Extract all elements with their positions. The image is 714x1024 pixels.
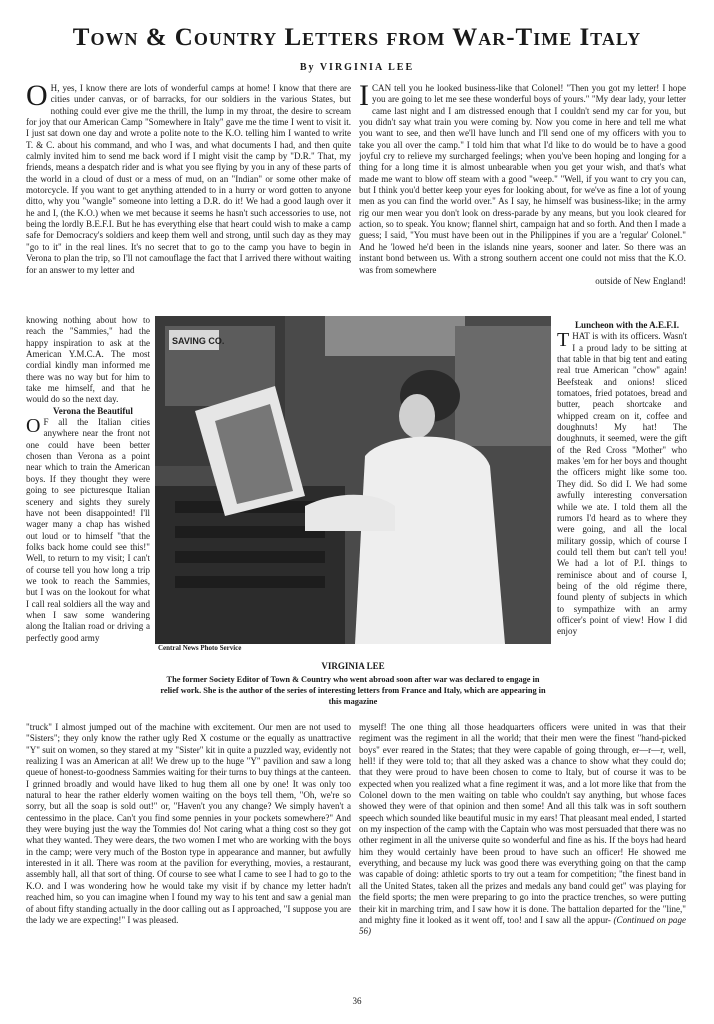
box-label: SAVING CO. — [172, 336, 225, 346]
photo-credit: Central News Photo Service — [158, 644, 242, 652]
column-bottom-left — [26, 722, 351, 990]
column-right-narrow — [557, 320, 687, 722]
column-top-right — [359, 83, 686, 315]
column-top-left — [26, 83, 351, 315]
continued-note: (Continued on page 56) — [359, 914, 686, 937]
page-number: 36 — [352, 996, 362, 1006]
byline: By VIRGINIA LEE — [299, 62, 415, 73]
photo-illustration — [155, 316, 551, 644]
paragraph-end: outside of New England! — [595, 275, 686, 286]
section-heading-verona: Verona the Beautiful — [53, 405, 133, 416]
column-left-narrow — [26, 315, 150, 721]
drop-cap: O — [26, 415, 41, 438]
photo-caption: The former Society Editor of Town & Country who went abroad soon after war was declared to engage in relief work. She is the author of the series of interesting letters from France and Italy, which are appearing in this magazine — [160, 675, 546, 706]
drop-cap: T — [557, 329, 570, 352]
paragraph-colonel: ICAN tell you he looked business-like that Colonel! "Then you got my letter! I hope you are going to let me see these wonderful boys of yours." "My dear lady, your letter came last night and I am distressed enough that I couldn't send my car for you, but you didn't say what train you were coming by. Now you come in here and tell me what you want to see, and then we'll have lunch and I'll send one of my officers with you to take you all over the camp." I told him that what I'd like to do would be to have a good joyful cry to relieve my surcharged feelings; when you've been hoping and longing for a thing for a long time it is almost unbearable when you get your wish, and that's what made me want to blow off steam with a good "weep." "Well, if you want to cry you can, but I think you'd better keep your eyes for looking about, for we've as fine a lot of young men as you can find the world over." As I say, he himself was business-like; in the army rig our men wear you don't look on dress-parade by any means, but you look cleared for action, so to speak. You know; flannel shirt, campaign hat and so forth. And then I made a guess; I said, "You must have been out in the Philippines if you are a 'regular' Colonel." And he 'lowed he'd been in the islands nine years, sooner and later. So there was an instant bond between us. With a strong southern accent one could not miss that the K.O. was from somewhere — [359, 83, 686, 275]
caption-title: VIRGINIA LEE — [321, 661, 385, 671]
paragraph-luncheon: THAT is with its officers. Wasn't I a proud lady to be sitting at that table in that big tent and eating real true American "chow" again! Beefsteak and onions! sliced tomatoes, fried potatoes, bread and butter, peach shortcake and whipped cream on it, coffee and doughnuts! My hat! The doughnuts, it seemed, were the gift of the Red Cross "Mother" who makes 'em for her boys and thought the officers might like some too. They did. So did I. We had some awfully interesting conversation while we ate. I told them all the rumors I'd heard as to where they were going, and all the local military gossip, which of course I could tell them but can't tell you! We had a lot of P.I. things to reminisce about and of course I, being of the old régime there, found plenty of subjects in which to sympathize with an army officer's point of view! How I did enjoy — [557, 329, 687, 637]
paragraph-truck: "truck" I almost jumped out of the machine with excitement. Our men are not used to "Sisters"; they only know the rather ugly Red X costume or the equally as unattractive "Y" suit on women, so they stared at my "Sister" kit in quite a puzzled way, evidently not realizing I was an American at all! We drew up to the huge "Y" pavilion and saw a long queue of honest-to-goodness Sammies waiting for their turns to buy things at the canteen. I grinned broadly and would have liked to hug them all one by one! It was only too natural to hear the rather elderly women waiting on the boys tell them, "Oh, we're so sorry, but all the soap is sold out!" or, "Haven't you any change? We simply haven't a centessimo in the place. Can't you find some pennies in your pockets somewhere?" And they were buying just the way the Tommies do! Not caring what a thing cost so they got what they wanted. They were dears, the two women I met who are working with the boys in the camp; were very much of the Boston type in appearance and manner, but awfully interested in it all. There was room at the pavilion for everything, movies, a restaurant, assembly hall, all that sort of thing. Of course to see what I came to see I had to go to the K.O. and I was wondering how he would take my visit if by chance my letter hadn't reached him, so you can imagine when I found my way to his tent and saw a genial man of about fifty standing actually in the door calling out as I approached, "I suppose you are the lady we are expecting!" I was pleased. — [26, 722, 351, 925]
article-title: Town & Country Letters from War-Time Italy — [72, 24, 642, 51]
paragraph-verona: O F all the Italian cities anywhere near the front not one could have been better chosen than Verona as a point near which to train the American boys. If they thought they were going to see picturesque Italian scenery and sights they surely have not been disappointed! I'll wager many a chap has wished out loud or to himself "that the folks back home could see this!" Well, to return to my visit; I can't of course tell you how long a trip we took to reach the Sammies, but I was on the lookout for what I call real soldiers all the way and when I saw some wandering along the Italian road or driving a perfectly good army — [26, 415, 150, 643]
drop-cap: I — [359, 83, 369, 112]
paragraph-ymca: knowing nothing about how to reach the "Sammies," had the happy inspiration to ask at the American Y.M.C.A. The most cordial kindly man informed me there was no way but for him to take me himself, and that he would do so the next day. — [26, 315, 150, 405]
section-heading-luncheon: Luncheon with the A.E.F.I. — [575, 320, 679, 330]
paragraph-headquarters: myself! The one thing all those headquarters officers were united in was that their regiment was the regiment in all the world; that their men were the finest "hand-picked boys" ever reared in the States; that they were capable of going through, er—r—r, well, hell! if they were told to; that all they asked was a chance to show what they could do; that they were proud to have been chosen to come to Italy, but of course it was to be expected when you realized what a fine regiment it was, and a lot more like that from the Colonel down to the men waiting on table who couldn't say anything, but whose faces showed they were of that opinion and then some! And all this talk was in soft southern speech which sounded like beautiful music in my ears! That pleasant meal ended, I started on my inspection of the camp with the Captain who was most persuaded that there was no other regiment in all the universe quite so wonderful and fine as his. If the boys had heard him they would certainly have been proud to have such an officer! He showed me everything, and because my luck was good there was everything going on that the camp was capable of doing: athletic sports to try out a team for competition; "the finest band in all the United States, taken all the prizes and medals any band could get" was playing for the field sports; the men were preparing to go into the practice trenches, so were putting their kit in marching trim, and I saw how it is done. The battalion departed for the "line," and mighty fine it looked as it went off, too! and I saw all the appur- (Continued on page 56) — [359, 722, 686, 937]
paragraph-intro: O H, yes, I know there are lots of wonderful camps at home! I know that there are cities under canvas, or of barracks, for our soldiers in the various States, but nothing could ever give me the thrill, the lump in my throat, the desire to scream for joy that our American Camp "Somewhere in Italy" gave me the time I went to visit it. I just sat down one day and wrote a polite note to the K.O. telling him I wanted to write T. & C. about his command, and who I was, and what documents I had, and then quite calmly invited him to send me back word if I might visit the camp by "D.R." That, my friends, means a despatch rider and is what you see flying by you in any of these parts of the world in a cloud of dust or a mess of mud, on an "Indian" or some other make of motorcycle. If you want to get anything attended to in a hurry or word gotten to anyone ditto, why you "wangle" someone into letting a D.R. do it! We had a good laugh over it he and I, (the K.O.) when we met because it seems he hasn't such accessories to use, not being the lordly B.E.F.I. But he has everything else that heart could wish to make a camp safe for Democracy's soldiers and keep them well and strong, until such day as they may "go to it" in the real lines. It's no secret that to go to the camp you have to begin in Verona to plan the trip, so I'll not camouflage the fact that I arrived there without waiting for an answer to my letter and — [26, 83, 351, 275]
column-bottom-right — [359, 722, 686, 990]
drop-cap: O — [26, 83, 48, 112]
portrait-photo — [155, 316, 551, 644]
